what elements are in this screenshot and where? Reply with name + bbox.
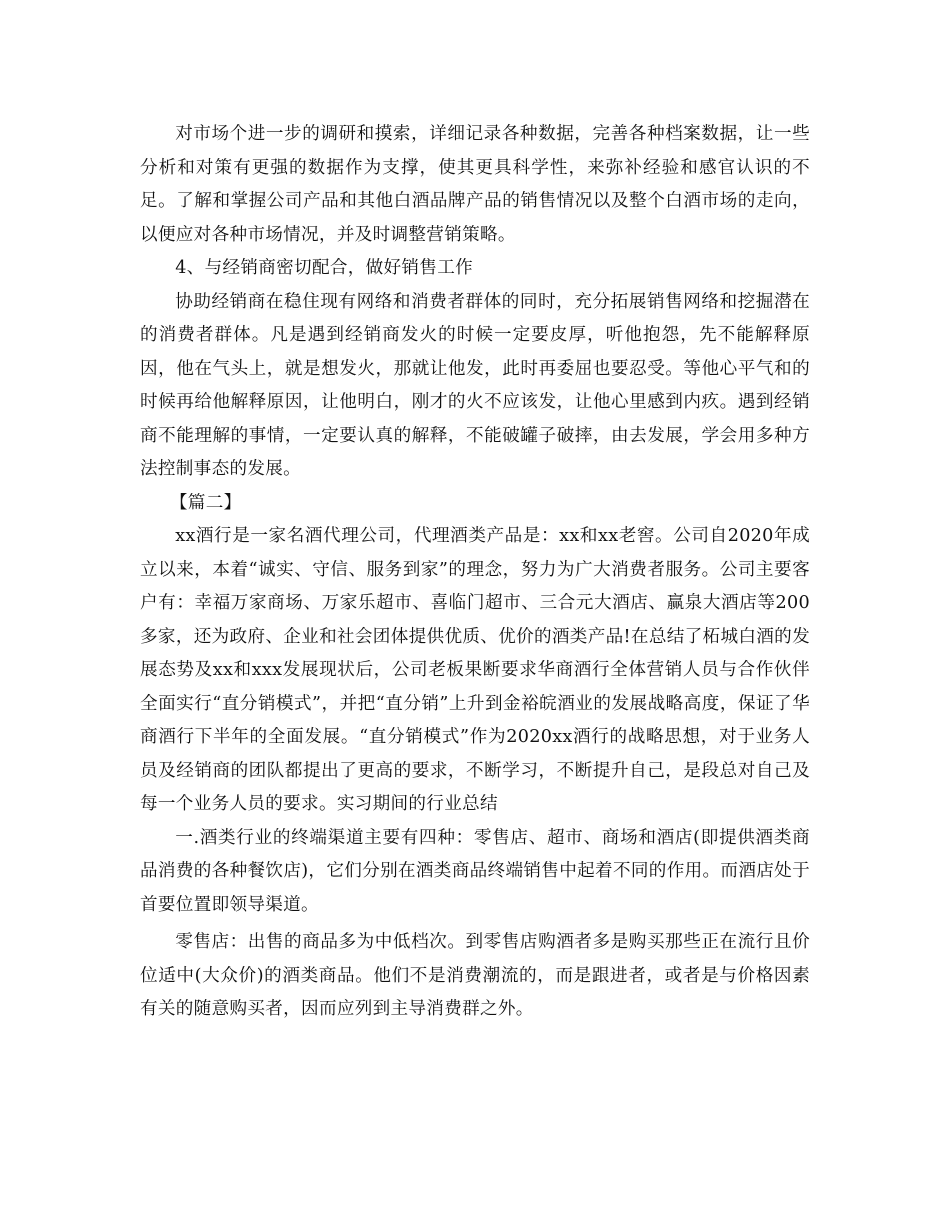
- section-label-part-two: 【篇二】: [169, 492, 242, 513]
- document-body: [140, 118, 810, 1027]
- paragraph-company-intro: xx酒行是一家名酒代理公司，代理酒类产品是：xx和xx老窖。公司自2020年成立以来，本着“诚实、守信、服务到家”的理念，努力为广大消费者服务。公司主要客户有：幸福万家商场、万家乐超市、喜临门超市、三合元大酒店、赢泉大酒店等200多家，还为政府、企业和社会团体提供优质、优价的酒类产品!在总结了柘城白酒的发展态势及xx和xxx发展现状后，公司老板果断要求华商酒行全体营销人员与合作伙伴全面实行“直分销模式”，并把“直分销”上升到金裕皖酒业的发展战略高度，保证了华商酒行下半年的全面发展。“直分销模式”作为2020xx酒行的战略思想，对于业务人员及经销商的团队都提出了更高的要求，不断学习，不断提升自己，是段总对自己及每一个业务人员的要求。实习期间的行业总结: [140, 526, 810, 814]
- heading-cooperate-with-dealers: 4、与经销商密切配合，做好销售工作: [175, 258, 473, 278]
- paragraph-assist-dealers: 协助经销商在稳住现有网络和消费者群体的同时，充分拓展销售网络和挖掘潜在的消费者群体。凡是遇到经销商发火的时候一定要皮厚，听他抱怨，先不能解释原因，他在气头上，就是想发火，那就让他发，此时再委屈也要忍受。等他心平气和的时候再给他解释原因，让他明白，刚才的火不应该发，让他心里感到内疚。遇到经销商不能理解的事情，一定要认真的解释，不能破罐子破摔，由去发展，学会用多种方法控制事态的发展。: [140, 291, 810, 479]
- paragraph-retail-stores: 零售店：出售的商品多为中低档次。到零售店购酒者多是购买那些正在流行且价位适中(大众价)的酒类商品。他们不是消费潮流的，而是跟进者，或者是与价格因素有关的随意购买者，因而应列到主导消费群之外。: [140, 932, 810, 1019]
- paragraph-market-research: 对市场个进一步的调研和摸索，详细记录各种数据，完善各种档案数据，让一些分析和对策有更强的数据作为支撑，使其更具科学性，来弥补经验和感官认识的不足。了解和掌握公司产品和其他白酒品牌产品的销售情况以及整个白酒市场的走向，以便应对各种市场情况，并及时调整营销策略。: [140, 124, 810, 245]
- paragraph-terminal-channels: 一.酒类行业的终端渠道主要有四种：零售店、超市、商场和酒店(即提供酒类商品消费的各种餐饮店)，它们分别在酒类商品终端销售中起着不同的作用。而酒店处于首要位置即领导渠道。: [140, 827, 810, 915]
